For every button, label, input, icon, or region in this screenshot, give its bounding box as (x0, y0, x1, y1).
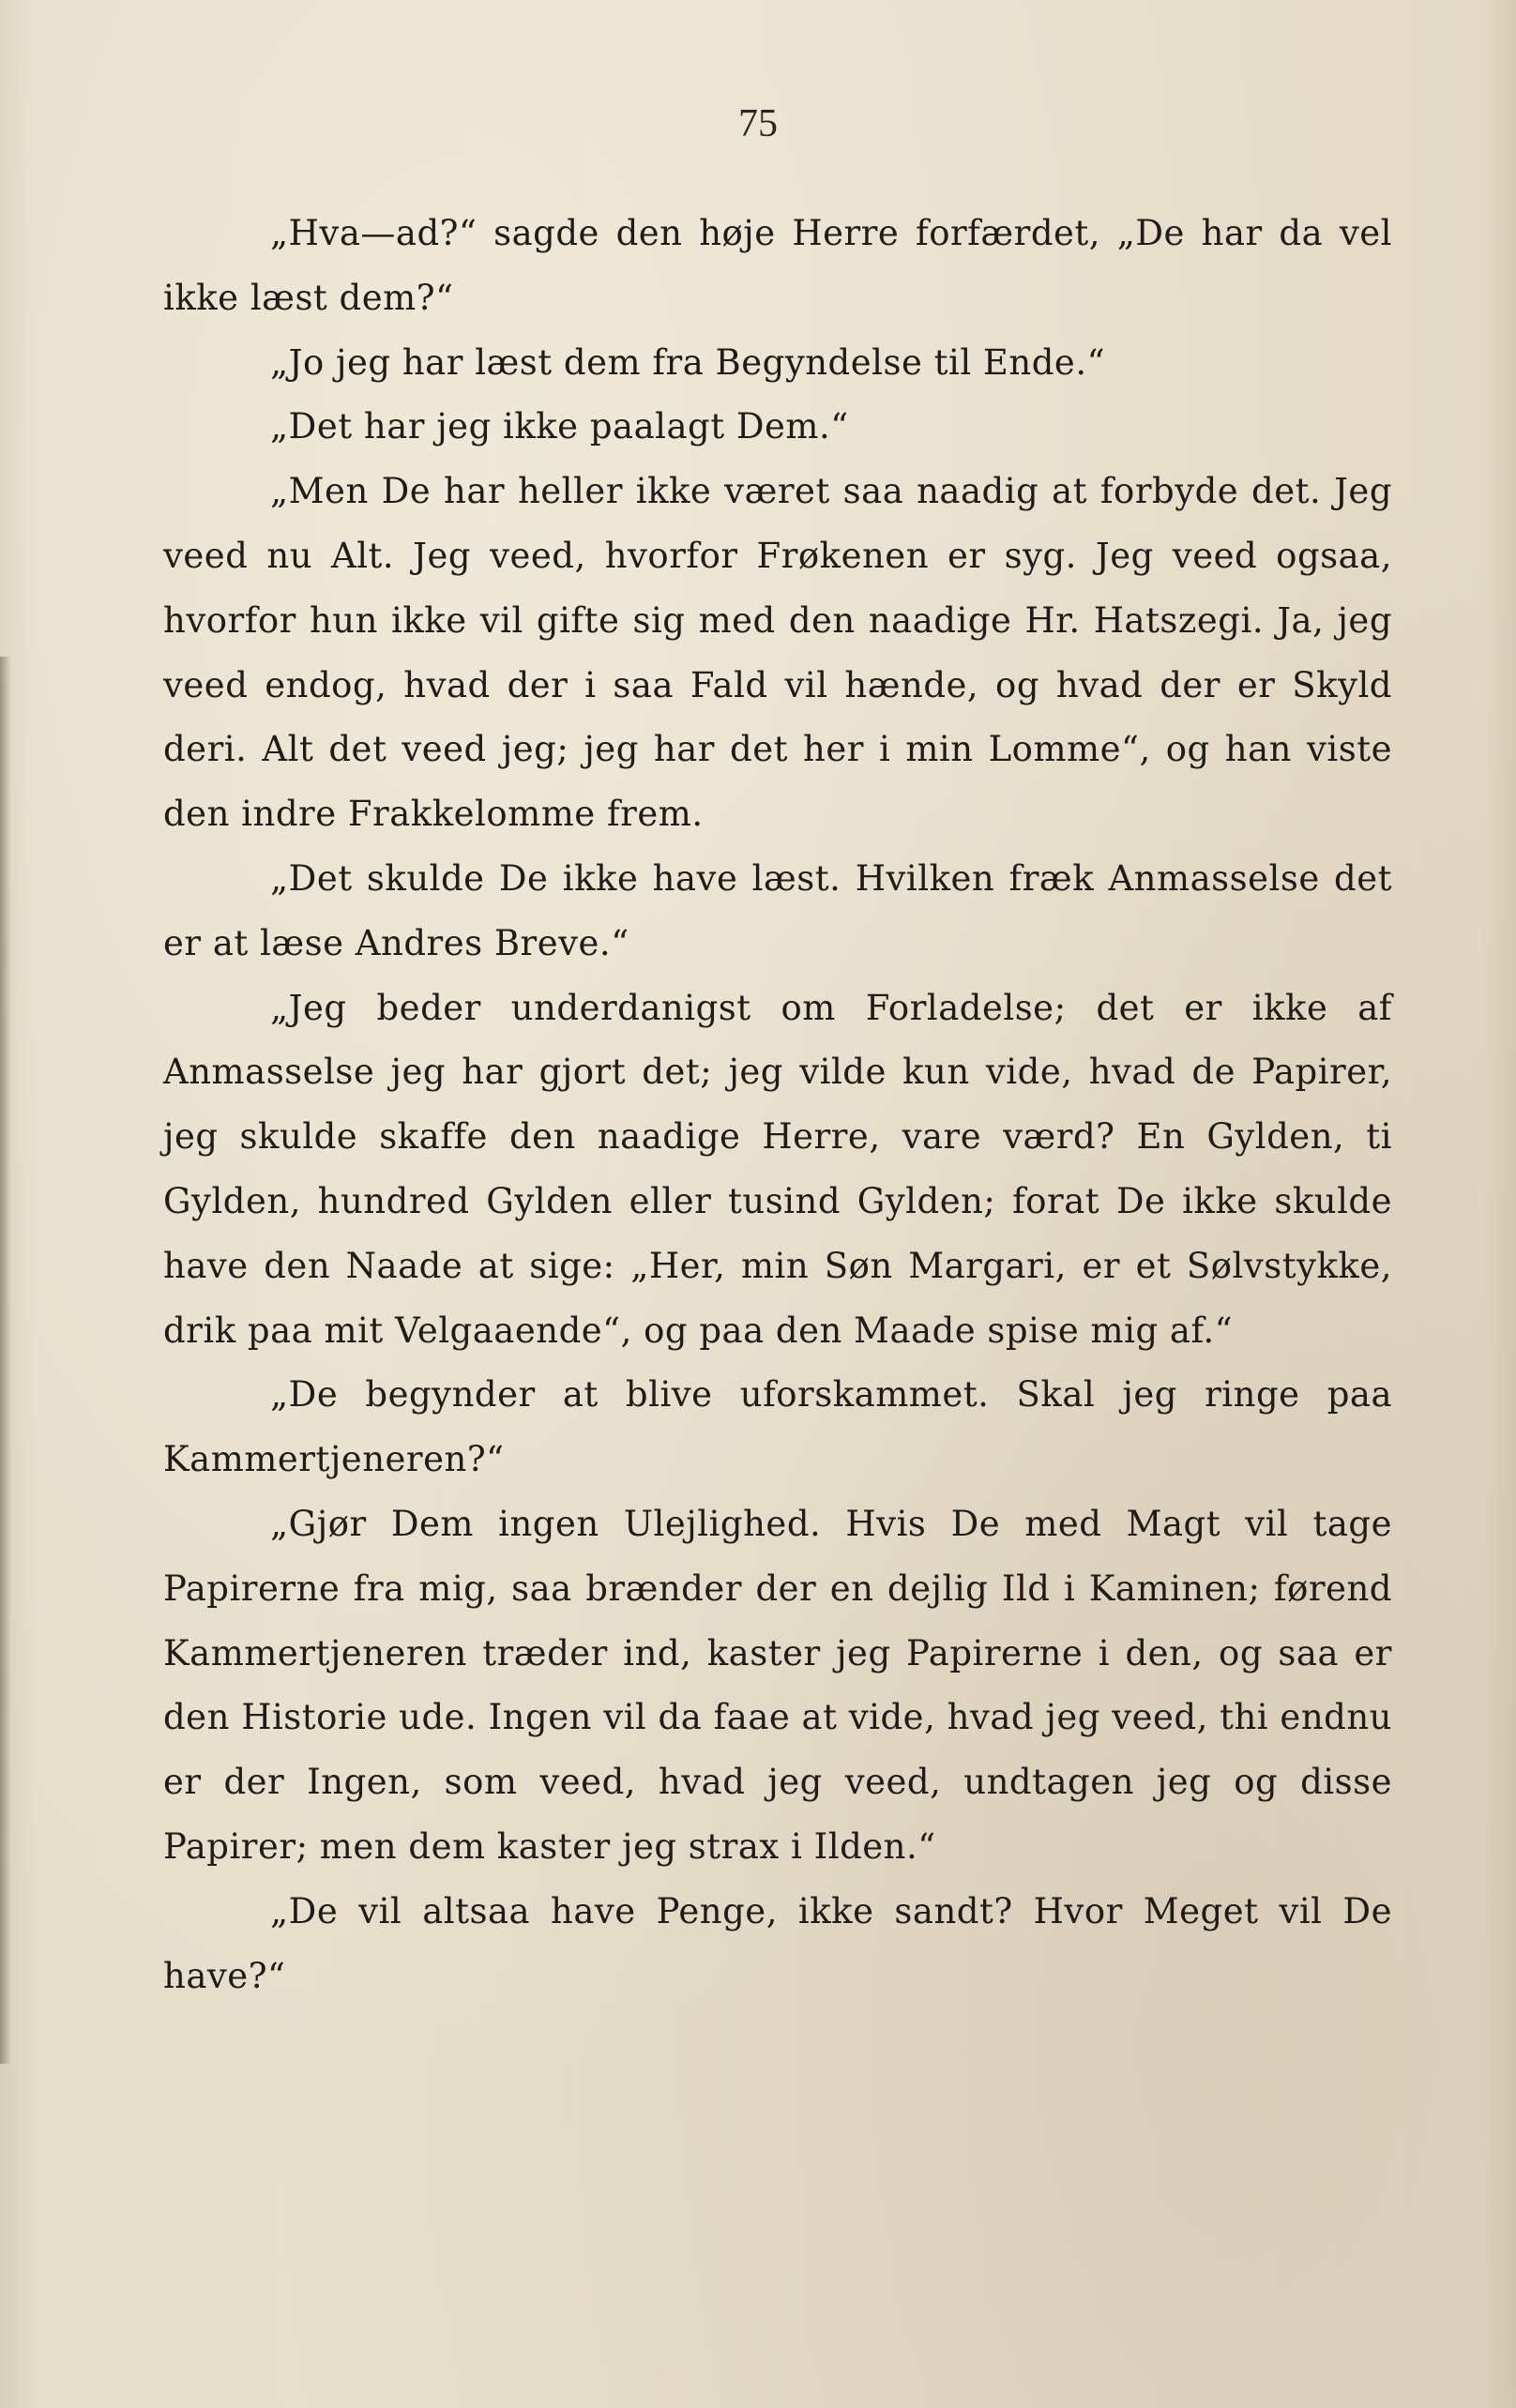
paragraph: „Men De har heller ikke været saa naadig at forbyde det. Jeg veed nu Alt. Jeg veed, hvorfor Frøkenen er syg. Jeg veed ogsaa, hvorfor hun ikke vil gifte sig med den naadige Hr. Hatszegi. Ja, jeg veed endog, hvad der i saa Fald vil hænde, og hvad der er Skyld deri. Alt det veed jeg; jeg har det her i min Lomme“, og han viste den indre Frakkelomme frem. (163, 471, 1392, 835)
paragraph: „De begynder at blive uforskammet. Skal jeg ringe paa Kammertjeneren?“ (163, 1374, 1392, 1480)
body-text (163, 202, 1392, 2008)
paragraph: „Jo jeg har læst dem fra Begyndelse til Ende.“ (270, 341, 1106, 383)
paragraph: „Hva—ad?“ sagde den høje Herre forfærdet, „De har da vel ikke læst dem?“ (163, 213, 1392, 318)
page-spine-shadow (0, 657, 11, 2064)
paragraph: „Det skulde De ikke have læst. Hvilken fræk Anmasselse det er at læse Andres Breve.“ (163, 857, 1392, 963)
page-number: 75 (738, 102, 778, 145)
paragraph: „De vil altsaa have Penge, ikke sandt? Hvor Meget vil De have?“ (163, 1890, 1392, 1996)
paragraph: „Det har jeg ikke paalagt Dem.“ (270, 406, 849, 447)
paragraph: „Gjør Dem ingen Ulejlighed. Hvis De med Magt vil tage Papirerne fra mig, saa brænder der en dejlig Ild i Kaminen; førend Kammertjeneren træder ind, kaster jeg Papirerne i den, og saa er den Historie ude. Ingen vil da faae at vide, hvad jeg veed, thi endnu er der Ingen, som veed, hvad jeg veed, undtagen jeg og disse Papirer; men dem kaster jeg strax i Ilden.“ (163, 1503, 1392, 1867)
paragraph: „Jeg beder underdanigst om Forladelse; det er ikke af Anmasselse jeg har gjort det; jeg vilde kun vide, hvad de Papirer, jeg skulde skaffe den naadige Herre, vare værd? En Gylden, ti Gylden, hundred Gylden eller tusind Gylden; forat De ikke skulde have den Naade at sige: „Her, min Søn Margari, er et Sølvstykke, drik paa mit Velgaaende“, og paa den Maade spise mig af.“ (163, 987, 1392, 1351)
